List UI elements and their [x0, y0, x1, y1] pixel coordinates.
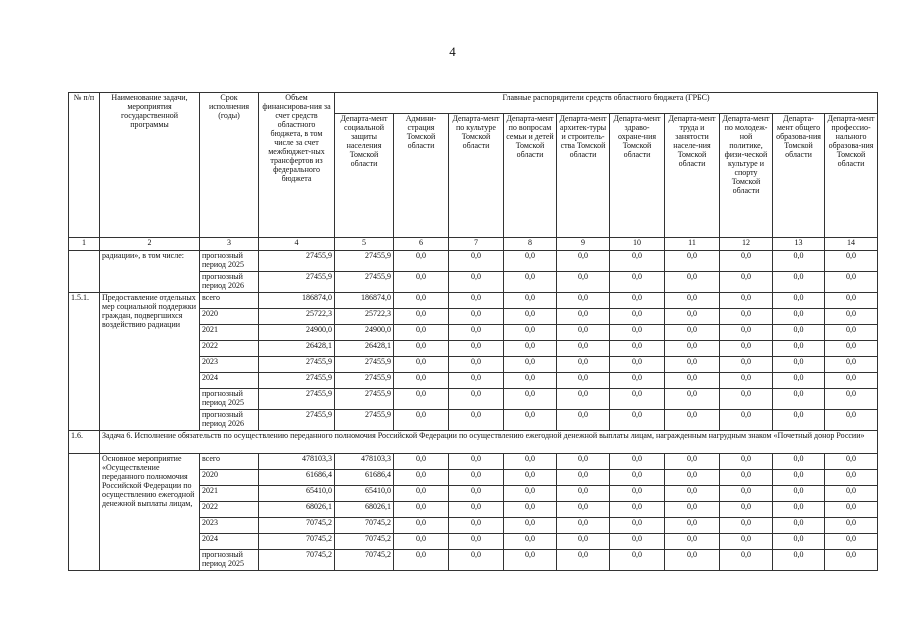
row-name: Предоставление отдельных мер социальной поддержки граждан, подвергшихся воздействию радиации — [100, 293, 200, 431]
volume-cell: 24900,0 — [259, 325, 335, 341]
dept-cell: 0,0 — [449, 272, 504, 293]
task-row — [69, 431, 878, 454]
dept-cell: 0,0 — [557, 550, 610, 571]
header-department-11: Департа-мент труда и занятости населе-ния Томской области — [665, 114, 720, 238]
dept-cell: 0,0 — [825, 470, 878, 486]
volume-cell: 186874,0 — [259, 293, 335, 309]
dept-cell: 0,0 — [504, 534, 557, 550]
dept-social-cell: 27455,9 — [335, 251, 394, 272]
dept-cell: 0,0 — [825, 309, 878, 325]
header-department-8: Департа-мент по вопросам семьи и детей Томской области — [504, 114, 557, 238]
dept-cell: 0,0 — [449, 309, 504, 325]
dept-cell: 0,0 — [504, 502, 557, 518]
dept-cell: 0,0 — [665, 550, 720, 571]
dept-cell: 0,0 — [449, 518, 504, 534]
dept-cell: 0,0 — [610, 293, 665, 309]
dept-cell: 0,0 — [504, 486, 557, 502]
volume-cell: 65410,0 — [259, 486, 335, 502]
volume-cell: 68026,1 — [259, 502, 335, 518]
dept-social-cell: 70745,2 — [335, 518, 394, 534]
dept-cell: 0,0 — [557, 470, 610, 486]
dept-cell: 0,0 — [504, 272, 557, 293]
volume-cell: 27455,9 — [259, 272, 335, 293]
dept-cell: 0,0 — [449, 534, 504, 550]
dept-cell: 0,0 — [665, 341, 720, 357]
dept-cell: 0,0 — [449, 325, 504, 341]
dept-social-cell: 70745,2 — [335, 534, 394, 550]
header-department-6: Админи-страция Томской области — [394, 114, 449, 238]
dept-cell: 0,0 — [449, 293, 504, 309]
header-department-12: Департа-мент по молодеж-ной политике, физи-ческой культуре и спорту Томской области — [720, 114, 773, 238]
dept-cell: 0,0 — [394, 518, 449, 534]
dept-cell: 0,0 — [610, 373, 665, 389]
volume-cell: 70745,2 — [259, 550, 335, 571]
dept-cell: 0,0 — [773, 518, 825, 534]
dept-cell: 0,0 — [610, 454, 665, 470]
dept-cell: 0,0 — [610, 518, 665, 534]
dept-cell: 0,0 — [610, 251, 665, 272]
dept-cell: 0,0 — [394, 502, 449, 518]
term-cell: 2020 — [200, 309, 259, 325]
dept-cell: 0,0 — [504, 309, 557, 325]
dept-cell: 0,0 — [504, 454, 557, 470]
dept-cell: 0,0 — [825, 251, 878, 272]
dept-cell: 0,0 — [720, 389, 773, 410]
dept-cell: 0,0 — [557, 357, 610, 373]
term-cell: всего — [200, 293, 259, 309]
dept-cell: 0,0 — [449, 550, 504, 571]
volume-cell: 27455,9 — [259, 410, 335, 431]
dept-cell: 0,0 — [720, 251, 773, 272]
dept-cell: 0,0 — [665, 389, 720, 410]
budget-table — [68, 92, 878, 571]
dept-social-cell: 70745,2 — [335, 550, 394, 571]
dept-social-cell: 27455,9 — [335, 272, 394, 293]
column-index: 14 — [825, 238, 878, 251]
dept-cell: 0,0 — [610, 410, 665, 431]
dept-cell: 0,0 — [665, 357, 720, 373]
dept-cell: 0,0 — [394, 550, 449, 571]
dept-cell: 0,0 — [773, 389, 825, 410]
dept-cell: 0,0 — [773, 534, 825, 550]
dept-cell: 0,0 — [610, 389, 665, 410]
dept-cell: 0,0 — [610, 486, 665, 502]
row-name: Основное мероприятие «Осуществление переданного полномочия Российской Федерации по осуществлению ежегодной денежной выплаты лицам, — [100, 454, 200, 571]
dept-cell: 0,0 — [557, 325, 610, 341]
dept-social-cell: 61686,4 — [335, 470, 394, 486]
dept-cell: 0,0 — [394, 410, 449, 431]
dept-cell: 0,0 — [449, 486, 504, 502]
dept-cell: 0,0 — [449, 470, 504, 486]
dept-cell: 0,0 — [665, 373, 720, 389]
dept-cell: 0,0 — [665, 470, 720, 486]
dept-cell: 0,0 — [825, 293, 878, 309]
dept-cell: 0,0 — [720, 486, 773, 502]
volume-cell: 27455,9 — [259, 373, 335, 389]
dept-cell: 0,0 — [665, 410, 720, 431]
term-cell: прогнозный период 2025 — [200, 389, 259, 410]
dept-cell: 0,0 — [720, 373, 773, 389]
dept-cell: 0,0 — [665, 534, 720, 550]
term-cell: 2022 — [200, 341, 259, 357]
dept-cell: 0,0 — [610, 534, 665, 550]
dept-cell: 0,0 — [394, 293, 449, 309]
table-row — [69, 454, 878, 470]
dept-cell: 0,0 — [394, 373, 449, 389]
header-department-5: Департа-мент социальной защиты населения Томской области — [335, 114, 394, 238]
dept-cell: 0,0 — [720, 341, 773, 357]
dept-cell: 0,0 — [825, 486, 878, 502]
dept-cell: 0,0 — [504, 550, 557, 571]
column-index: 12 — [720, 238, 773, 251]
dept-cell: 0,0 — [394, 309, 449, 325]
term-cell: 2022 — [200, 502, 259, 518]
term-cell: 2021 — [200, 486, 259, 502]
dept-cell: 0,0 — [504, 341, 557, 357]
dept-social-cell: 65410,0 — [335, 486, 394, 502]
dept-cell: 0,0 — [825, 325, 878, 341]
term-cell: 2021 — [200, 325, 259, 341]
column-index: 5 — [335, 238, 394, 251]
header-department-7: Департа-мент по культуре Томской области — [449, 114, 504, 238]
dept-cell: 0,0 — [665, 518, 720, 534]
dept-cell: 0,0 — [720, 357, 773, 373]
row-number — [69, 251, 100, 293]
term-cell: прогнозный период 2025 — [200, 251, 259, 272]
dept-cell: 0,0 — [504, 410, 557, 431]
dept-cell: 0,0 — [504, 293, 557, 309]
dept-cell: 0,0 — [773, 410, 825, 431]
dept-cell: 0,0 — [665, 251, 720, 272]
dept-cell: 0,0 — [394, 251, 449, 272]
dept-cell: 0,0 — [394, 272, 449, 293]
header-volume: Объем финансирова-ния за счет средств областного бюджета, в том числе за счет межбюджет-ных трансфертов из федерального бюджета — [259, 93, 335, 238]
dept-cell: 0,0 — [394, 534, 449, 550]
dept-cell: 0,0 — [610, 550, 665, 571]
header-department-9: Департа-мент архитек-туры и строитель-ства Томской области — [557, 114, 610, 238]
dept-cell: 0,0 — [825, 373, 878, 389]
volume-cell: 478103,3 — [259, 454, 335, 470]
dept-social-cell: 27455,9 — [335, 389, 394, 410]
dept-cell: 0,0 — [449, 373, 504, 389]
dept-cell: 0,0 — [825, 357, 878, 373]
column-index: 6 — [394, 238, 449, 251]
row-number — [69, 454, 100, 571]
term-cell: прогнозный период 2026 — [200, 272, 259, 293]
term-cell: 2023 — [200, 357, 259, 373]
dept-cell: 0,0 — [557, 534, 610, 550]
dept-cell: 0,0 — [504, 325, 557, 341]
header-department-13: Департа-мент общего образова-ния Томской области — [773, 114, 825, 238]
dept-cell: 0,0 — [394, 325, 449, 341]
dept-social-cell: 27455,9 — [335, 410, 394, 431]
dept-social-cell: 25722,3 — [335, 309, 394, 325]
volume-cell: 27455,9 — [259, 251, 335, 272]
dept-cell: 0,0 — [825, 341, 878, 357]
dept-cell: 0,0 — [825, 410, 878, 431]
column-index: 9 — [557, 238, 610, 251]
task-number: 1.6. — [69, 431, 100, 454]
dept-cell: 0,0 — [504, 357, 557, 373]
dept-cell: 0,0 — [394, 389, 449, 410]
dept-cell: 0,0 — [773, 550, 825, 571]
table-row — [69, 293, 878, 309]
column-index: 11 — [665, 238, 720, 251]
dept-social-cell: 478103,3 — [335, 454, 394, 470]
dept-cell: 0,0 — [720, 470, 773, 486]
dept-cell: 0,0 — [610, 309, 665, 325]
dept-cell: 0,0 — [557, 341, 610, 357]
dept-cell: 0,0 — [720, 550, 773, 571]
dept-cell: 0,0 — [449, 357, 504, 373]
header-num: № п/п — [69, 93, 100, 238]
dept-cell: 0,0 — [665, 293, 720, 309]
term-cell: 2023 — [200, 518, 259, 534]
volume-cell: 70745,2 — [259, 534, 335, 550]
dept-cell: 0,0 — [610, 502, 665, 518]
dept-cell: 0,0 — [665, 454, 720, 470]
dept-cell: 0,0 — [773, 502, 825, 518]
dept-cell: 0,0 — [394, 341, 449, 357]
dept-cell: 0,0 — [610, 325, 665, 341]
dept-cell: 0,0 — [720, 454, 773, 470]
term-cell: 2020 — [200, 470, 259, 486]
dept-cell: 0,0 — [665, 502, 720, 518]
column-index: 7 — [449, 238, 504, 251]
dept-cell: 0,0 — [557, 410, 610, 431]
column-index: 13 — [773, 238, 825, 251]
dept-cell: 0,0 — [825, 518, 878, 534]
dept-cell: 0,0 — [504, 470, 557, 486]
dept-social-cell: 24900,0 — [335, 325, 394, 341]
dept-social-cell: 26428,1 — [335, 341, 394, 357]
dept-cell: 0,0 — [720, 325, 773, 341]
term-cell: 2024 — [200, 373, 259, 389]
dept-cell: 0,0 — [825, 454, 878, 470]
volume-cell: 27455,9 — [259, 357, 335, 373]
dept-social-cell: 27455,9 — [335, 373, 394, 389]
dept-cell: 0,0 — [720, 518, 773, 534]
dept-cell: 0,0 — [449, 454, 504, 470]
dept-cell: 0,0 — [449, 410, 504, 431]
dept-cell: 0,0 — [825, 272, 878, 293]
dept-cell: 0,0 — [504, 389, 557, 410]
dept-cell: 0,0 — [825, 534, 878, 550]
dept-social-cell: 68026,1 — [335, 502, 394, 518]
dept-cell: 0,0 — [773, 470, 825, 486]
dept-cell: 0,0 — [825, 389, 878, 410]
header-name: Наименование задачи, мероприятия государственной программы — [100, 93, 200, 238]
dept-cell: 0,0 — [825, 502, 878, 518]
dept-cell: 0,0 — [720, 502, 773, 518]
volume-cell: 27455,9 — [259, 389, 335, 410]
dept-cell: 0,0 — [773, 309, 825, 325]
column-index: 2 — [100, 238, 200, 251]
dept-cell: 0,0 — [504, 518, 557, 534]
table-row — [69, 251, 878, 272]
dept-cell: 0,0 — [773, 373, 825, 389]
page-number: 4 — [449, 44, 456, 59]
header-department-14: Департа-мент профессио-нального образова-ния Томской области — [825, 114, 878, 238]
dept-cell: 0,0 — [610, 470, 665, 486]
row-name: радиации», в том числе: — [100, 251, 200, 293]
header-grbs: Главные распорядители средств областного бюджета (ГРБС) — [335, 93, 878, 114]
term-cell: прогнозный период 2026 — [200, 410, 259, 431]
dept-cell: 0,0 — [720, 309, 773, 325]
dept-cell: 0,0 — [773, 251, 825, 272]
volume-cell: 25722,3 — [259, 309, 335, 325]
dept-cell: 0,0 — [610, 357, 665, 373]
dept-cell: 0,0 — [665, 325, 720, 341]
dept-cell: 0,0 — [720, 534, 773, 550]
dept-cell: 0,0 — [773, 293, 825, 309]
volume-cell: 61686,4 — [259, 470, 335, 486]
header-department-10: Департа-мент здраво-охране-ния Томской области — [610, 114, 665, 238]
column-index: 4 — [259, 238, 335, 251]
row-number: 1.5.1. — [69, 293, 100, 431]
dept-cell: 0,0 — [610, 341, 665, 357]
dept-cell: 0,0 — [394, 470, 449, 486]
column-index: 8 — [504, 238, 557, 251]
header-term: Срок исполнения (годы) — [200, 93, 259, 238]
volume-cell: 70745,2 — [259, 518, 335, 534]
dept-cell: 0,0 — [825, 550, 878, 571]
dept-cell: 0,0 — [449, 389, 504, 410]
dept-cell: 0,0 — [720, 272, 773, 293]
dept-cell: 0,0 — [394, 486, 449, 502]
dept-cell: 0,0 — [773, 325, 825, 341]
term-cell: прогнозный период 2025 — [200, 550, 259, 571]
term-cell: всего — [200, 454, 259, 470]
dept-cell: 0,0 — [665, 486, 720, 502]
dept-cell: 0,0 — [449, 502, 504, 518]
column-index: 3 — [200, 238, 259, 251]
dept-cell: 0,0 — [504, 251, 557, 272]
dept-cell: 0,0 — [773, 454, 825, 470]
column-index: 10 — [610, 238, 665, 251]
dept-cell: 0,0 — [773, 341, 825, 357]
dept-cell: 0,0 — [394, 454, 449, 470]
dept-cell: 0,0 — [504, 373, 557, 389]
dept-social-cell: 186874,0 — [335, 293, 394, 309]
dept-cell: 0,0 — [557, 518, 610, 534]
dept-cell: 0,0 — [449, 341, 504, 357]
task-description: Задача 6. Исполнение обязательств по осуществлению переданного полномочия Российской Федерации по осуществлению ежегодной денежной выплаты лицам, награжденным нагрудным знаком «Почетный донор России» — [100, 431, 878, 454]
dept-cell: 0,0 — [557, 373, 610, 389]
dept-cell: 0,0 — [557, 309, 610, 325]
dept-cell: 0,0 — [557, 389, 610, 410]
column-index: 1 — [69, 238, 100, 251]
dept-cell: 0,0 — [720, 410, 773, 431]
dept-cell: 0,0 — [449, 251, 504, 272]
dept-cell: 0,0 — [773, 486, 825, 502]
dept-cell: 0,0 — [557, 293, 610, 309]
dept-cell: 0,0 — [557, 272, 610, 293]
dept-cell: 0,0 — [557, 454, 610, 470]
dept-cell: 0,0 — [394, 357, 449, 373]
dept-cell: 0,0 — [773, 357, 825, 373]
volume-cell: 26428,1 — [259, 341, 335, 357]
dept-cell: 0,0 — [665, 309, 720, 325]
dept-cell: 0,0 — [557, 502, 610, 518]
term-cell: 2024 — [200, 534, 259, 550]
dept-cell: 0,0 — [610, 272, 665, 293]
dept-cell: 0,0 — [557, 251, 610, 272]
dept-cell: 0,0 — [665, 272, 720, 293]
dept-cell: 0,0 — [773, 272, 825, 293]
dept-social-cell: 27455,9 — [335, 357, 394, 373]
dept-cell: 0,0 — [557, 486, 610, 502]
dept-cell: 0,0 — [720, 293, 773, 309]
